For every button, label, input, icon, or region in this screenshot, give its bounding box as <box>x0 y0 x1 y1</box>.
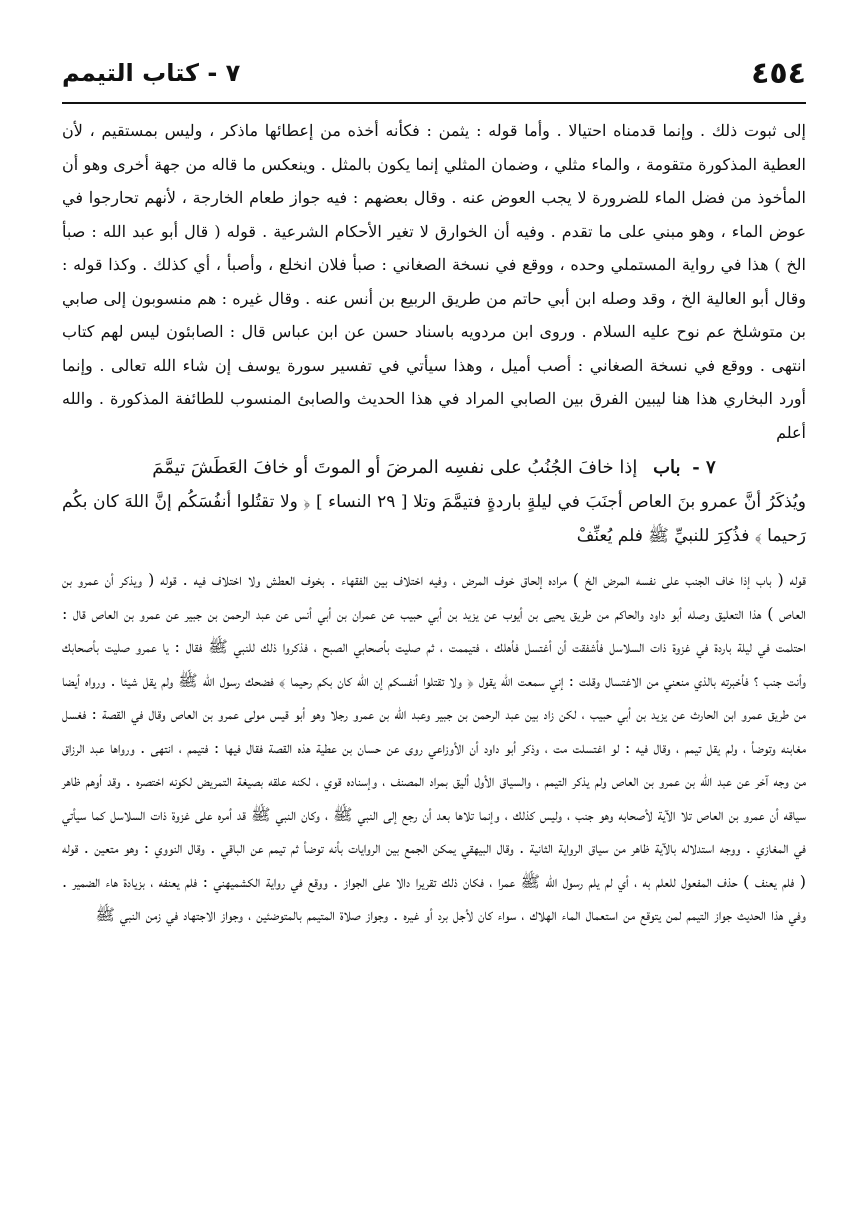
commentary-paragraph-2 <box>62 563 806 932</box>
chapter-heading <box>62 451 806 485</box>
commentary-text: إلى ثبوت ذلك . وإنما قدمناه احتيالا . وأما قوله : يثمن : فكأنه أخذه من إعطائها ماذكر ، وليس بمستقيم ، لأن العطية المذكورة متقومة ، والماء مثلي ، وضمان المثلي إنما يكون بالمثل . وينعكس ما قاله من جهة أخرى وهو أن المأخوذ من فضل الماء للضرورة لا يجب العوض عنه . وقال بعضهم : فيه جواز طعام الخارجة ، لأنهم تحارجوا في عوض الماء ، وهو مبني على ما تقدم . وفيه أن الخوارق لا تغير الأحكام الشرعية . قوله ( قال أبو عبد الله : صبأ الخ ) هذا في رواية المستملي وحده ، ووقع في نسخة الصغاني : صبأ فلان انخلع ، وأصبأ ، أي كذلك . وكذا قوله : وقال أبو العالية الخ ، وقد وصله ابن أبي حاتم من طريق الربيع بن أنس عنه . وقال غيره : هم منسوبون إلى صابي بن متوشلخ عم نوح عليه السلام . وروى ابن مردويه باسناد حسن عن ابن عباس قال : الصابئون ليس لهم كتاب انتهى . ووقع في نسخة الصغاني : أصب أميل ، وهذا سيأتي في تفسير سورة يوسف إن شاء الله تعالى . وإنما أورد البخاري هذا هنا ليبين الفرق بين الصابي المراد في هذا الحديث والصابئ المنسوب للطائفة المذكورة . والله أعلم <box>62 121 807 442</box>
chapter-word: باب <box>653 457 681 478</box>
chapter-heading-title: إذا خافَ الجُنُبُ على نفسِه المرضَ أو الموتَ أو خافَ العَطَشَ تيمَّمَ <box>152 457 638 478</box>
commentary-text: قوله ( باب إذا خاف الجنب على نفسه المرض الخ ) مراده إلحاق خوف المرض ، وفيه اختلاف بين الفقهاء . بخوف العطش ولا اختلاف فيه . قوله ( ويذكر أن عمرو بن العاص ) هذا التعليق وصله أبو داود والحاكم من طريق يحيى بن أيوب عن يزيد بن أبي حبيب عن عمران بن أبي أنس عن عبد الرحمن بن جبير عن عمرو بن العاص قال : احتلمت في ليلة باردة في غزوة ذات السلاسل فأشفقت أن أغتسل فأهلك ، فتيممت ، ثم صليت بأصحابي الصبح ، فذكروا ذلك للنبي ﷺ فقال : يا عمرو صليت بأصحابك وأنت جنب ؟ فأخبرته بالذي منعني من الاغتسال وقلت : إني سمعت الله يقول ﴿ ولا تقتلوا أنفسكم إن الله كان بكم رحيما ﴾ فضحك رسول الله ﷺ ولم يقل شيئا . ورواه أيضا من طريق عمرو ابن الحارث عن يزيد بن أبي حبيب ، لكن زاد بين عبد الرحمن بن جبير وعبد الله بن عمرو رجلا وهو أبو قيس مولى عمرو بن العاص وقال في القصة : فغسل مغابنه وتوضأ ، ولم يقل تيمم ، وقال فيه : لو اغتسلت مت ، وذكر أبو داود أن الأوزاعي روى عن حسان بن عطية هذه القصة فقال فيها : فتيمم ، انتهى . ورواها عبد الرزاق من وجه آخر عن عبد الله بن عمرو بن العاص ولم يذكر التيمم ، والسياق الأول أليق بمراد المصنف ، وإسناده قوي ، لكنه علقه بصيغة التمريض لكونه اختصره . وقد أوهم ظاهر سياقه أن عمرو بن العاص تلا الآية لأصحابه وهو جنب ، وليس كذلك ، وإنما تلاها بعد أن رجع إلى النبي ﷺ ، وكان النبي ﷺ قد أمره على غزوة ذات السلاسل كما سيأتي في المغازي . ووجه استدلاله بالآية ظاهر من سياق الرواية الثانية . وقال البيهقي يمكن الجمع بين الروايات بأنه توضأ ثم تيمم عن الباقي . وقال النووي : وهو متعين . قوله ( فلم يعنف ) حذف المفعول للعلم به ، أي لم يلم رسول الله ﷺ عمرا ، فكان ذلك تقريرا دالا على الجواز . ووقع في رواية الكشميهني : فلم يعنفه ، بزيادة هاء الضمير . وفي هذا الحديث جواز التيمم لمن يتوقع من استعمال الماء الهلاك ، سواء كان لأجل برد أو غيره . وجواز صلاة المتيمم بالمتوضئين ، وجواز الاجتهاد في زمن النبي ﷺ <box>62 570 807 924</box>
chapter-title: ٧ - كتاب التيمم <box>62 59 241 87</box>
commentary-paragraph-1 <box>62 114 806 449</box>
chapter-number: ٧ - <box>692 457 716 478</box>
running-header <box>62 48 806 104</box>
hadith-text <box>62 485 806 553</box>
page-number: ٤٥٤ <box>751 55 806 91</box>
hadith-text-body: ويُذكَرُ أنَّ عمرو بنَ العاص أجنَبَ في ليلةٍ باردةٍ فتيمَّمَ وتلا [ ٢٩ النساء ] ﴿ ولا تقتُلوا أنفُسَكُم إنَّ اللهَ كان بكُم رَحيما ﴾ فذُكِرَ للنبيِّ ﷺ فلم يُعنِّفْ <box>62 492 806 546</box>
